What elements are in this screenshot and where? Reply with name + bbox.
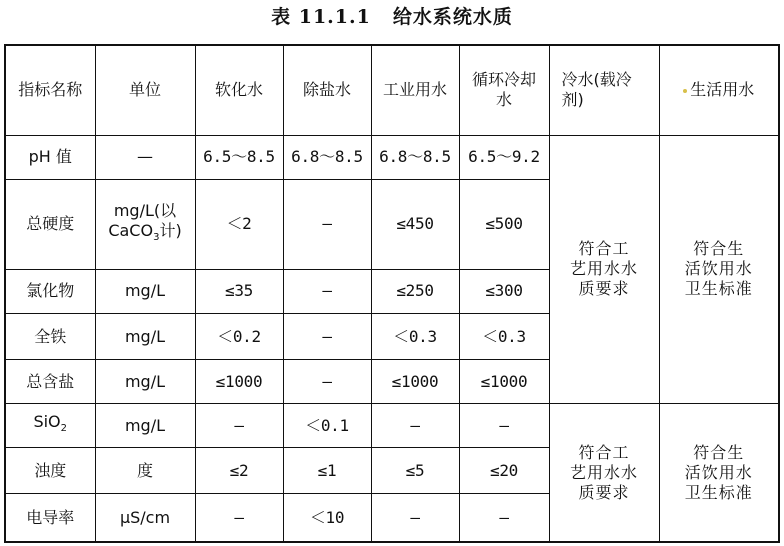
chilled-lower-line-2: 艺用水水 [569, 462, 638, 482]
value-industrial-salt: ≤1000 [371, 360, 459, 404]
value-desalted-conductivity: ＜10 [283, 494, 371, 542]
row-name-conductivity: 电导率 [5, 494, 95, 542]
table-title [0, 4, 784, 30]
unit-chloride: mg/L [95, 269, 195, 313]
table-caption: 给水系统水质 [392, 6, 513, 28]
value-cooling-conductivity: — [459, 494, 549, 542]
value-desalted-ph: 6.8～8.5 [283, 135, 371, 179]
value-cooling-salt: ≤1000 [459, 360, 549, 404]
value-soft-iron: ＜0.2 [195, 314, 283, 360]
value-industrial-conductivity: — [371, 494, 459, 542]
header-row [5, 45, 779, 135]
col-header-industrial: 工业用水 [371, 45, 459, 135]
col-header-chilled: 冷水(载冷剂) [549, 45, 659, 135]
value-industrial-ph: 6.8～8.5 [371, 135, 459, 179]
value-soft-conductivity: — [195, 494, 283, 542]
col-header-desalted: 除盐水 [283, 45, 371, 135]
table-row [5, 135, 779, 179]
value-cooling-ph: 6.5～9.2 [459, 135, 549, 179]
value-cooling-iron: ＜0.3 [459, 314, 549, 360]
unit-salt: mg/L [95, 360, 195, 404]
unit-formula: CaCO [108, 220, 154, 240]
col-header-unit: 单位 [95, 45, 195, 135]
value-cooling-silica: — [459, 404, 549, 448]
chilled-lower-line-1: 符合工 [578, 442, 630, 462]
value-soft-ph: 6.5～8.5 [195, 135, 283, 179]
mark-dot [683, 89, 687, 93]
row-name-chloride: 氯化物 [5, 269, 95, 313]
row-name-hardness: 总硬度 [5, 179, 95, 269]
chilled-upper-line-1: 符合工 [578, 239, 630, 259]
unit-formula-tail: 计) [159, 220, 182, 240]
value-industrial-turbidity: ≤5 [371, 448, 459, 494]
value-industrial-iron: ＜0.3 [371, 314, 459, 360]
living-upper-line-3: 卫生标准 [684, 279, 753, 299]
value-cooling-turbidity: ≤20 [459, 448, 549, 494]
silica-formula: SiO [33, 412, 61, 432]
row-name-turbidity: 浊度 [5, 448, 95, 494]
living-lower-line-1: 符合生 [693, 442, 745, 462]
row-name-iron: 全铁 [5, 314, 95, 360]
living-upper-line-1: 符合生 [693, 239, 745, 259]
value-industrial-silica: — [371, 404, 459, 448]
value-industrial-hardness: ≤450 [371, 179, 459, 269]
unit-iron: mg/L [95, 314, 195, 360]
value-soft-hardness: ＜2 [195, 179, 283, 269]
unit-ph: — [95, 135, 195, 179]
col-header-cooling: 循环冷却水 [459, 45, 549, 135]
silica-formula-sub: 2 [60, 423, 68, 435]
living-requirement-lower [659, 404, 779, 542]
col-header-softened: 软化水 [195, 45, 283, 135]
unit-hardness-line-1: mg/L(以 [113, 200, 177, 220]
living-lower-line-2: 活饮用水 [684, 462, 753, 482]
row-name-ph: pH 值 [5, 135, 95, 179]
row-name-salt: 总含盐 [5, 360, 95, 404]
value-soft-silica: — [195, 404, 283, 448]
value-desalted-iron: — [283, 314, 371, 360]
value-soft-chloride: ≤35 [195, 269, 283, 313]
chilled-requirement-lower [549, 404, 659, 542]
table-number: 表 11.1.1 [271, 6, 371, 28]
value-desalted-silica: ＜0.1 [283, 404, 371, 448]
col-header-living-label: 生活用水 [690, 80, 755, 100]
value-industrial-chloride: ≤250 [371, 269, 459, 313]
row-name-silica [5, 404, 95, 448]
unit-hardness-line-2 [98, 221, 193, 248]
chilled-requirement-upper [549, 135, 659, 403]
living-upper-line-2: 活饮用水 [684, 259, 753, 279]
col-header-indicator: 指标名称 [5, 45, 95, 135]
value-desalted-chloride: — [283, 269, 371, 313]
value-soft-salt: ≤1000 [195, 360, 283, 404]
value-desalted-salt: — [283, 360, 371, 404]
value-cooling-chloride: ≤300 [459, 269, 549, 313]
unit-formula-sub: 3 [153, 231, 160, 243]
unit-hardness [95, 179, 195, 269]
value-desalted-hardness: — [283, 179, 371, 269]
value-desalted-turbidity: ≤1 [283, 448, 371, 494]
living-requirement-upper [659, 135, 779, 403]
value-cooling-hardness: ≤500 [459, 179, 549, 269]
water-quality-table [4, 44, 780, 543]
chilled-upper-line-2: 艺用水水 [569, 259, 638, 279]
table-row [5, 404, 779, 448]
unit-turbidity: 度 [95, 448, 195, 494]
unit-conductivity: μS/cm [95, 494, 195, 542]
living-lower-line-3: 卫生标准 [684, 482, 753, 502]
col-header-living [659, 45, 779, 135]
chilled-lower-line-3: 质要求 [578, 482, 630, 502]
value-soft-turbidity: ≤2 [195, 448, 283, 494]
chilled-upper-line-3: 质要求 [578, 279, 630, 299]
unit-silica: mg/L [95, 404, 195, 448]
